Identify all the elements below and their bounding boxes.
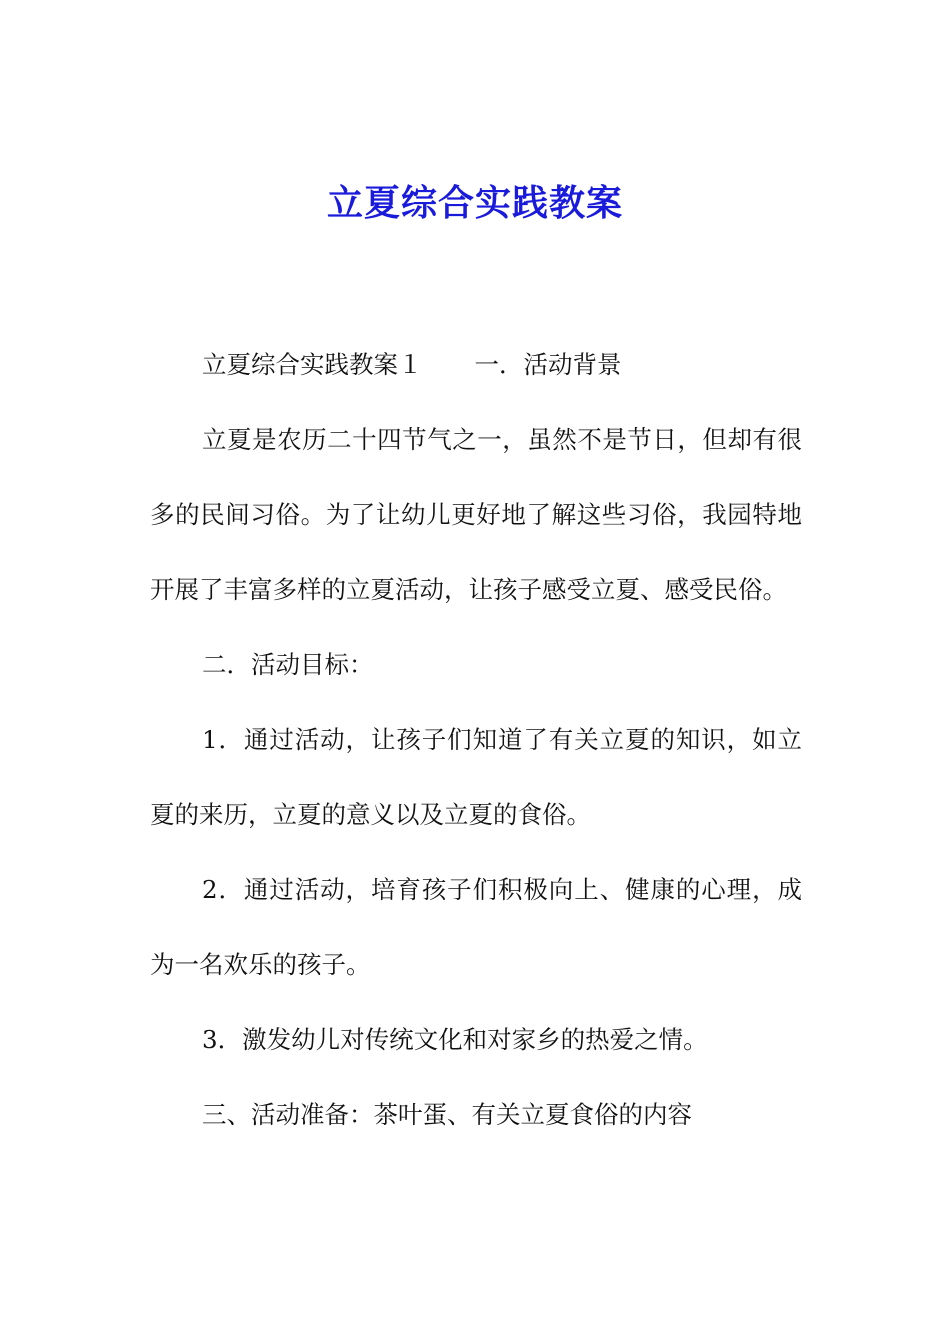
paragraph-text: 一．活动背景 xyxy=(474,350,622,379)
paragraph-7: 三、活动准备：茶叶蛋、有关立夏食俗的内容 xyxy=(202,1100,692,1129)
paragraph-2: 立夏是农历二十四节气之一，虽然不是节日，但却有很多的民间习俗。为了让幼儿更好地了解这些习俗，我园特地开展了丰富多样的立夏活动，让孩子感受立夏、感受民俗。 xyxy=(150,425,802,604)
paragraph-1 xyxy=(150,327,802,402)
section-heading: 立夏综合实践教案１ xyxy=(202,350,423,379)
paragraph-3: 二．活动目标： xyxy=(202,650,374,679)
document-body xyxy=(150,327,802,1152)
paragraph-5: 2．通过活动，培育孩子们积极向上、健康的心理，成为一名欢乐的孩子。 xyxy=(150,875,802,979)
paragraph-6: 3．激发幼儿对传统文化和对家乡的热爱之情。 xyxy=(202,1025,708,1054)
document-title: 立夏综合实践教案 xyxy=(326,182,623,224)
paragraph-4: 1．通过活动，让孩子们知道了有关立夏的知识，如立夏的来历，立夏的意义以及立夏的食俗。 xyxy=(150,725,802,829)
